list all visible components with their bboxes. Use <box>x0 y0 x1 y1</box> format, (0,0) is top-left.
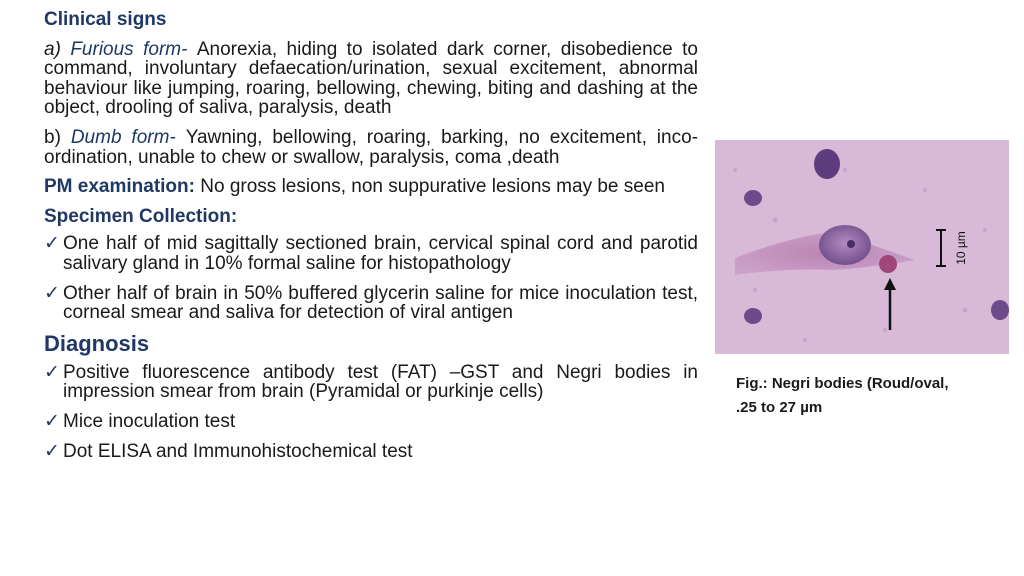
furious-prefix: a) <box>44 38 71 60</box>
diagnosis-item <box>44 442 698 462</box>
checkmark-icon: ✓ <box>44 282 60 304</box>
specimen-item-text: One half of mid sagittally sectioned brain, cervical spinal cord and parotid salivary gland in 10% formal saline for histopathology <box>63 233 698 274</box>
negri-bodies-micrograph <box>715 140 1009 354</box>
furious-form-text: Anorexia, hiding to isolated dark corner, disobedience to command, involuntary defaecation/urination, sexual excitement, abnormal behaviour like jumping, roaring, bellowing, chewing, biting and dashing at the object, drooling of saliva, paralysis, death <box>44 38 698 119</box>
dumb-form-paragraph <box>44 128 698 167</box>
caption-line: .25 to 27 µm <box>736 399 823 416</box>
checkmark-icon: ✓ <box>44 233 60 255</box>
slide-content <box>44 10 698 461</box>
caption-line: Fig.: Negri bodies (Roud/oval, <box>736 375 949 392</box>
dumb-prefix: b) <box>44 126 71 148</box>
furious-form-label: Furious form- <box>70 38 197 60</box>
checkmark-icon: ✓ <box>44 440 60 462</box>
diagnosis-item-text: Positive fluorescence antibody test (FAT) –GST and Negri bodies in impression smear from brain (Pyramidal or purkinje cells) <box>63 361 698 403</box>
dumb-form-label: Dumb form- <box>70 126 186 148</box>
scale-bar-label: 10 µm <box>954 231 968 265</box>
clinical-signs-heading: Clinical signs <box>44 9 167 30</box>
checkmark-icon: ✓ <box>44 361 60 383</box>
diagnosis-heading: Diagnosis <box>44 330 150 356</box>
pm-examination-label: PM examination: <box>44 176 195 198</box>
micrograph-image <box>715 140 1009 354</box>
pm-examination-text: No gross lesions, non suppurative lesions may be seen <box>194 176 665 198</box>
specimen-collection-heading: Specimen Collection: <box>44 205 238 227</box>
diagnosis-item <box>44 363 698 402</box>
checkmark-icon: ✓ <box>44 410 60 432</box>
diagnosis-item <box>44 412 698 432</box>
furious-form-paragraph <box>44 40 698 118</box>
dumb-form-text: Yawning, bellowing, roaring, barking, no excitement, inco-ordination, unable to chew or swallow, paralysis, coma ,death <box>44 126 698 168</box>
diagnosis-item-text: Dot ELISA and Immunohistochemical test <box>63 440 413 462</box>
specimen-item <box>44 284 698 323</box>
specimen-item-text: Other half of brain in 50% buffered glycerin saline for mice inoculation test, corneal smear and saliva for detection of viral antigen <box>63 282 698 324</box>
pm-examination-paragraph <box>44 177 698 197</box>
specimen-item <box>44 234 698 273</box>
diagnosis-item-text: Mice inoculation test <box>63 410 236 432</box>
figure-caption <box>736 372 1006 420</box>
